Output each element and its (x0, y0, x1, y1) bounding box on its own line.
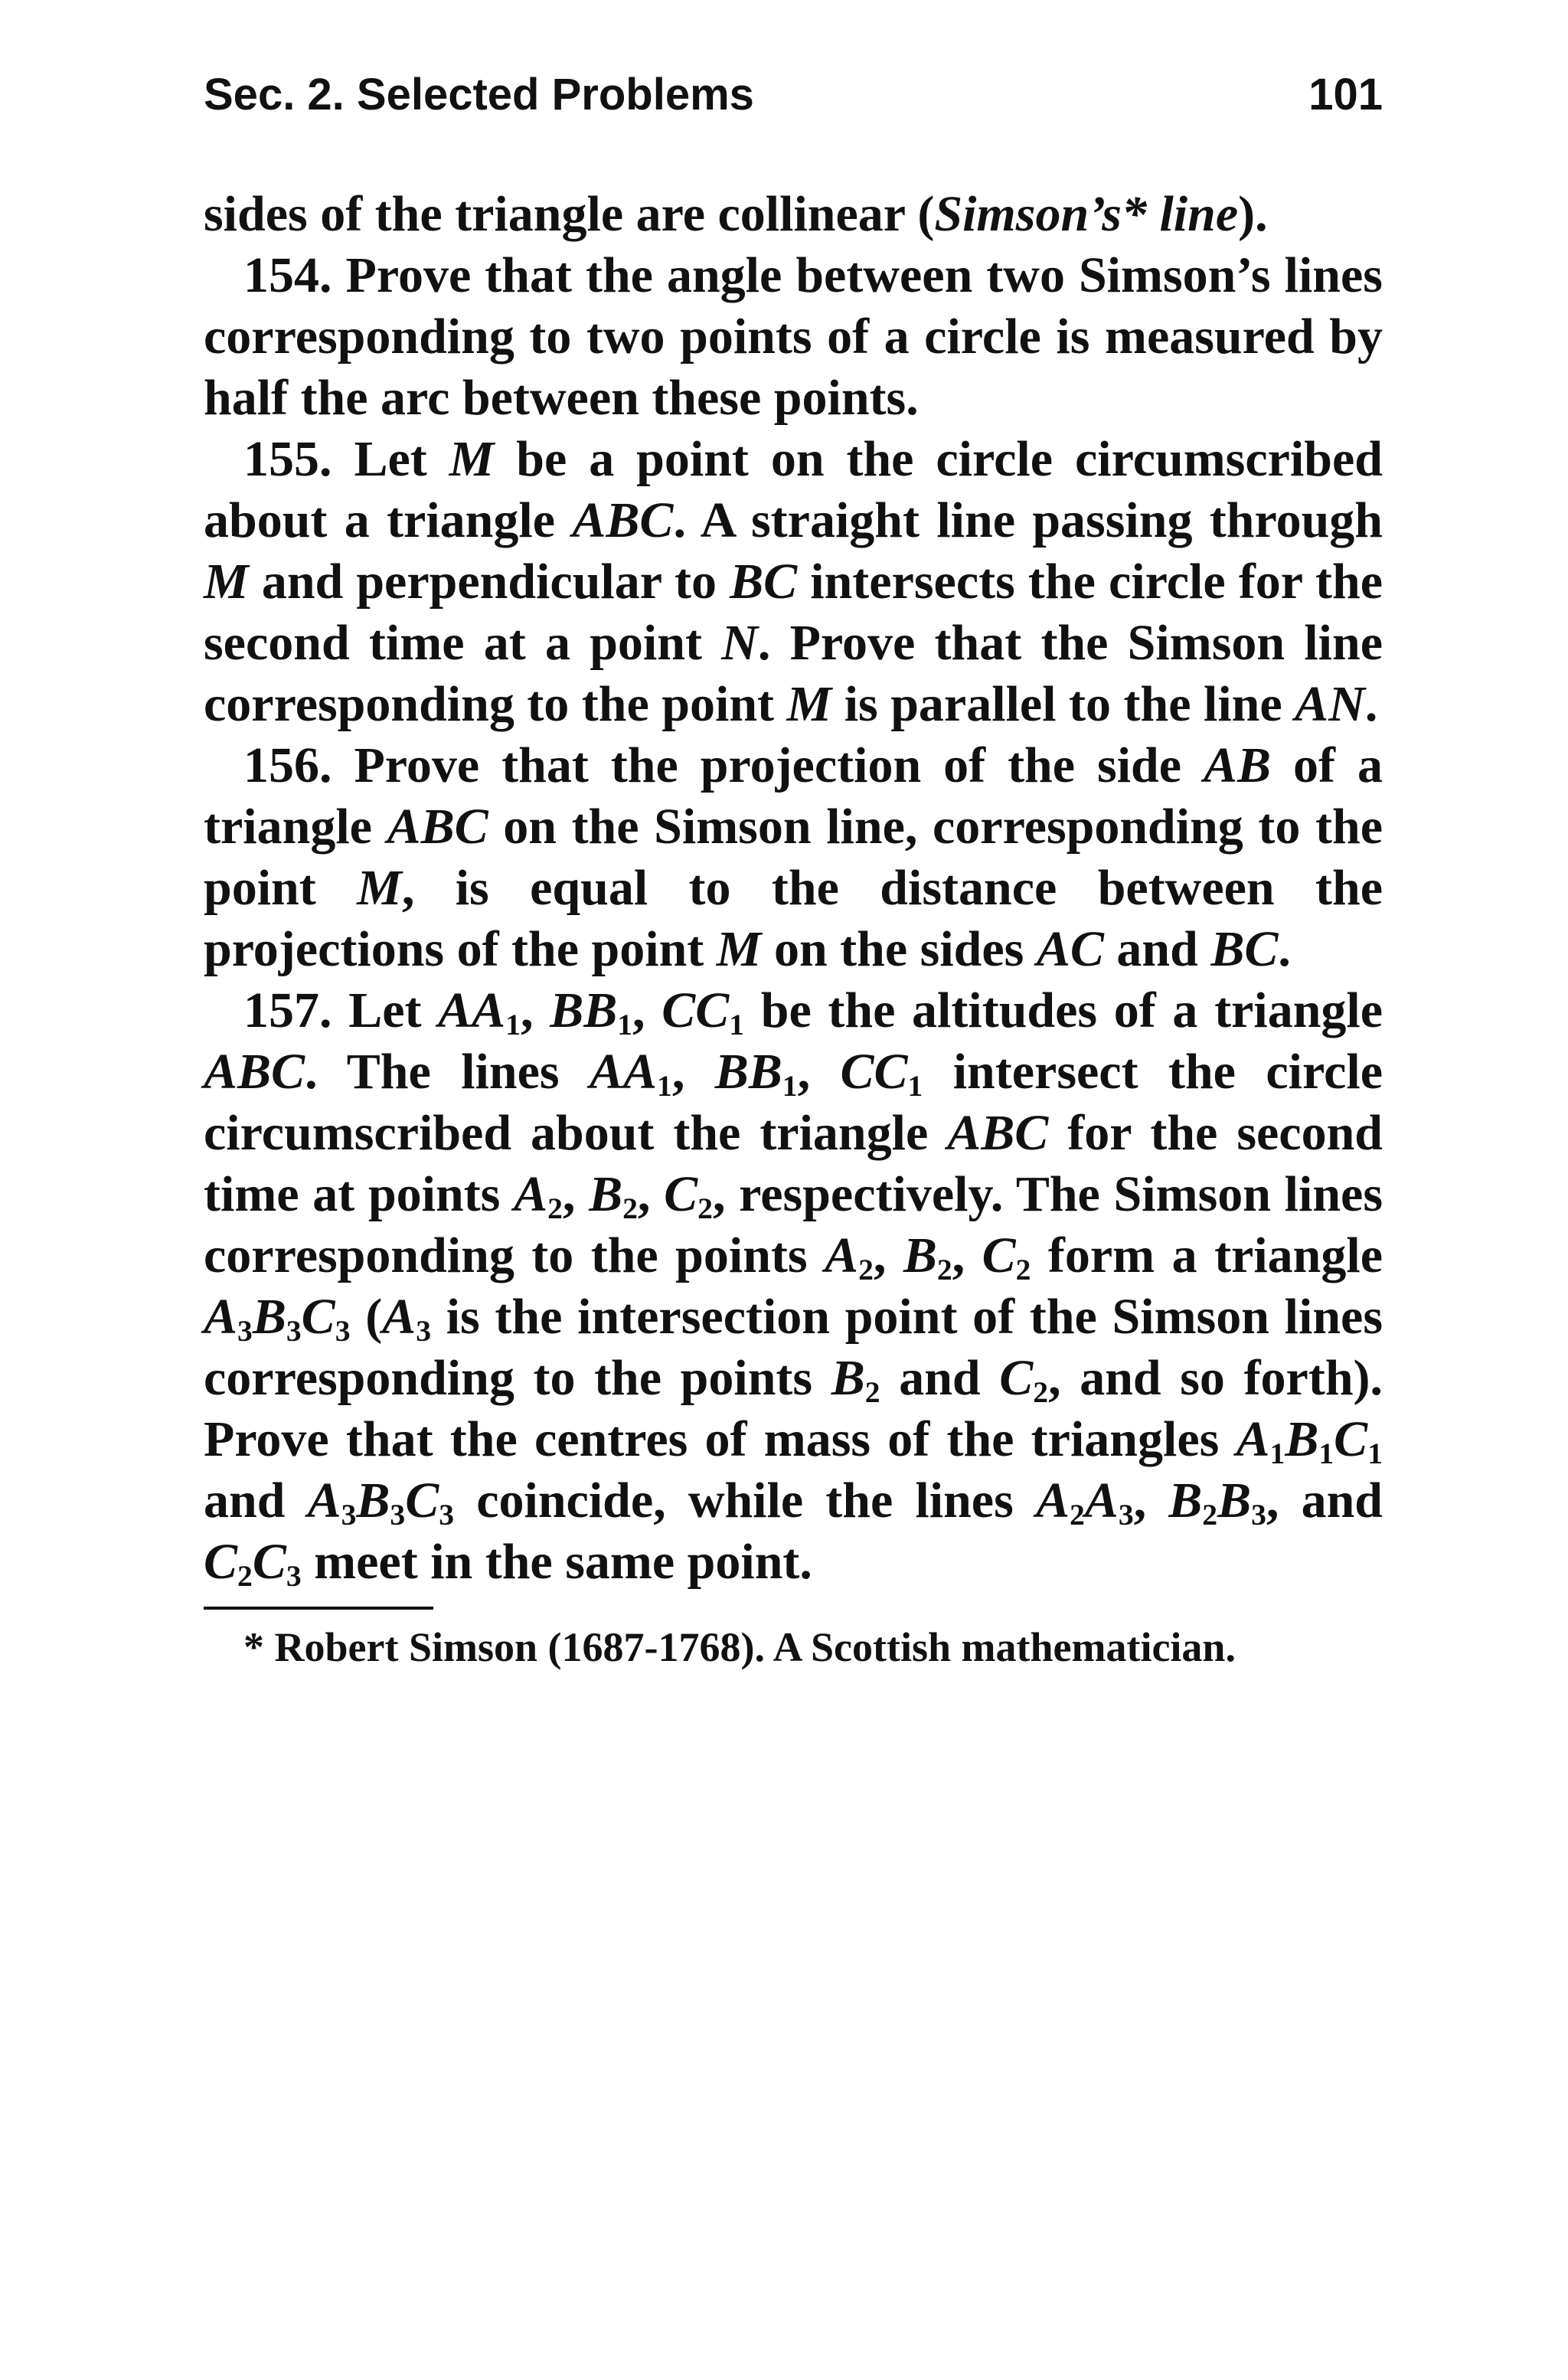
running-head (204, 69, 1383, 130)
problem-text: Prove that the angle between two Simson’s lines corresponding to two points of a circle is measured by half the arc between these points. (204, 247, 1383, 426)
problem-text: Prove that the projection of the side AB of a triangle ABC on the Simson line, corresponding to the point M, is equal to the distance between the projections of the point M on the sides AC and BC. (204, 737, 1383, 977)
problem-156 (204, 735, 1383, 980)
problem-text: Let M be a point on the circle circumscribed about a triangle ABC. A straight line passing through M and perpendicular to BC intersects the circle for the second time at a point N. Prove that the Simson line corresponding to the point M is parallel to the line AN. (204, 431, 1383, 732)
paragraph-continuation: sides of the triangle are collinear (Simson’s* line). (204, 186, 1268, 242)
footnote-marker: * (243, 1624, 264, 1670)
book-page (204, 69, 1383, 1672)
problem-157 (204, 980, 1383, 1593)
page-number: 101 (1308, 70, 1383, 119)
problem-number: 154. (243, 247, 332, 303)
problem-number: 156. (243, 737, 332, 793)
footnote-divider (204, 1607, 433, 1610)
footnote (204, 1622, 1383, 1672)
problem-155 (204, 429, 1383, 735)
body-text (204, 184, 1383, 1593)
problem-154 (204, 245, 1383, 429)
problem-number: 157. (243, 982, 332, 1038)
section-title: Sec. 2. Selected Problems (204, 70, 754, 119)
footnote-text: Robert Simson (1687-1768). A Scottish mathematician. (274, 1624, 1236, 1670)
problem-text: Let $AA_1$, $BB_1$, $CC_1$ be the altitudes of a triangle ABC. The lines $AA_1$, $BB_1$, $CC_1$ intersect the circle circumscribed about the triangle ABC for the second time at points $A_2$, $B_2$, $C_2$, respectively. The Simson lines corresponding to the points $A_2$, $B_2$, $C_2$ form a triangle $A_3B_3C_3$ ($A_3$ is the intersection point of the Simson lines corresponding to the points $B_2$ and $C_2$, and so forth). Prove that the centres of mass of the triangles $A_1B_1C_1$ and $A_3B_3C_3$ coincide, while the lines $A_2A_3$, $B_2B_3$, and $C_2C_3$ meet in the same point. (204, 982, 1383, 1593)
problem-number: 155. (243, 431, 332, 487)
